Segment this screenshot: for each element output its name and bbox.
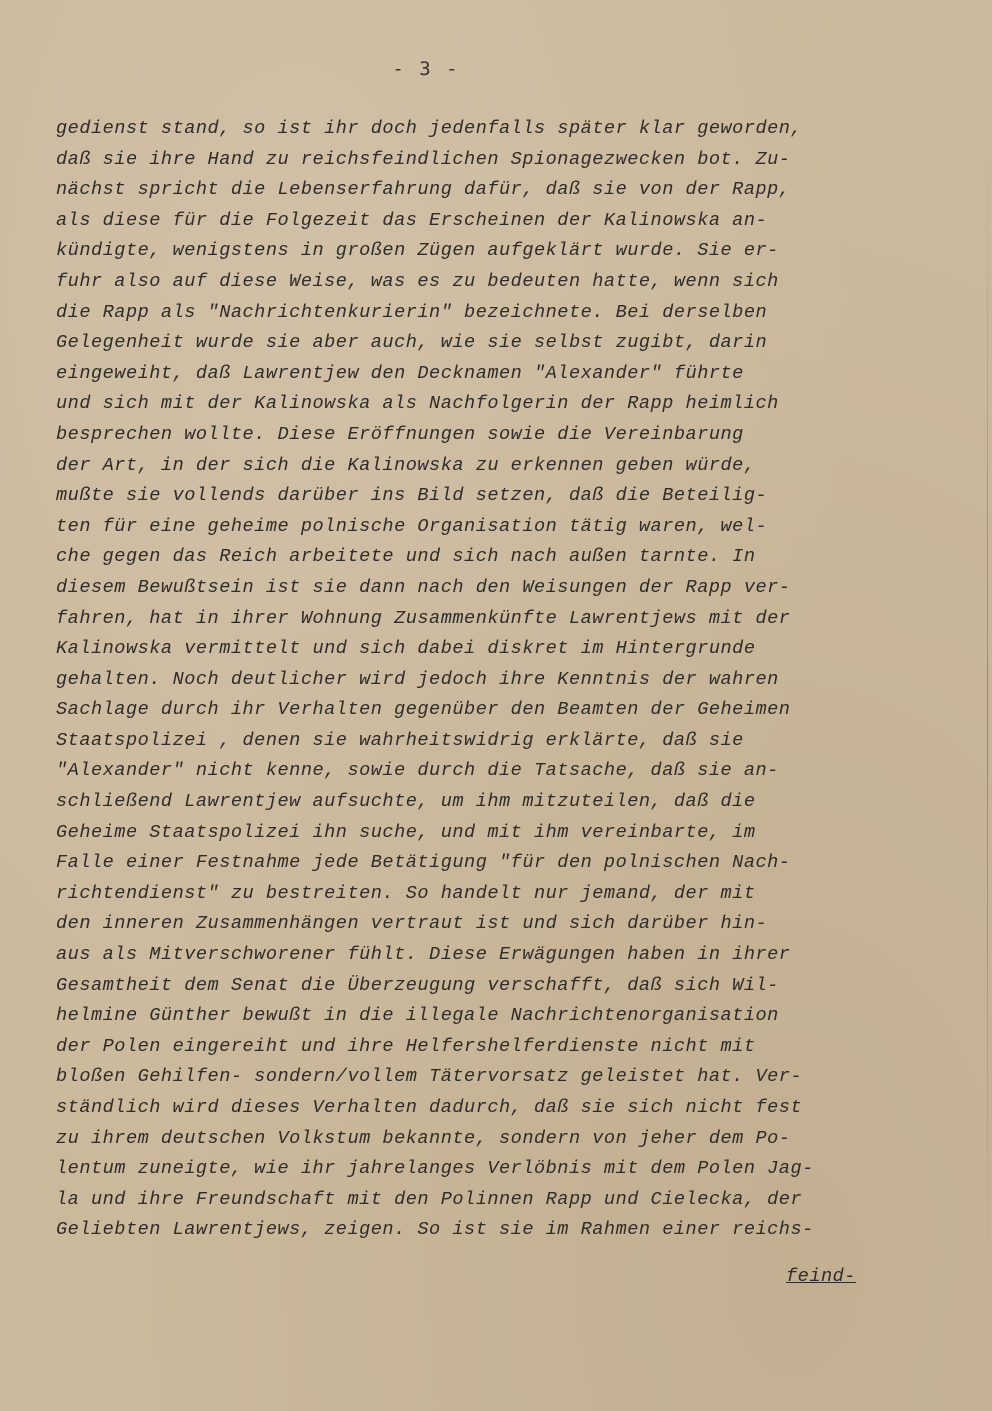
- text-line: Gesamtheit dem Senat die Überzeugung verschafft, daß sich Wil-: [56, 974, 779, 996]
- body-text: [56, 114, 856, 1246]
- page-number: - 3 -: [392, 58, 460, 80]
- text-line: Sachlage durch ihr Verhalten gegenüber den Beamten der Geheimen: [56, 699, 791, 721]
- text-line: Staatspolizei , denen sie wahrheitswidrig erklärte, daß sie: [56, 729, 744, 751]
- text-line: Geheime Staatspolizei ihn suche, und mit ihm vereinbarte, im: [56, 821, 756, 843]
- text-line: der Polen eingereiht und ihre Helfershelferdienste nicht mit: [56, 1035, 756, 1057]
- text-line: aus als Mitverschworener fühlt. Diese Erwägungen haben in ihrer: [56, 944, 791, 966]
- text-line: Kalinowska vermittelt und sich dabei diskret im Hintergrunde: [56, 638, 756, 660]
- text-line: eingeweiht, daß Lawrentjew den Decknamen "Alexander" führte: [56, 362, 744, 384]
- text-line: daß sie ihre Hand zu reichsfeindlichen Spionagezwecken bot. Zu-: [56, 148, 791, 170]
- text-line: bloßen Gehilfen- sondern/vollem Tätervorsatz geleistet hat. Ver-: [56, 1066, 803, 1088]
- text-line: kündigte, wenigstens in großen Zügen aufgeklärt wurde. Sie er-: [56, 240, 779, 262]
- text-line: besprechen wollte. Diese Eröffnungen sowie die Vereinbarung: [56, 423, 744, 445]
- text-line: und sich mit der Kalinowska als Nachfolgerin der Rapp heimlich: [56, 393, 779, 415]
- text-line: gedienst stand, so ist ihr doch jedenfalls später klar geworden,: [56, 118, 803, 139]
- text-line: lentum zuneigte, wie ihr jahrelanges Verlöbnis mit dem Polen Jag-: [56, 1158, 814, 1180]
- text-line: diesem Bewußtsein ist sie dann nach den Weisungen der Rapp ver-: [56, 576, 791, 598]
- text-line: che gegen das Reich arbeitete und sich nach außen tarnte. In: [56, 546, 756, 568]
- text-line: ten für eine geheime polnische Organisation tätig waren, wel-: [56, 515, 768, 537]
- text-line: fahren, hat in ihrer Wohnung Zusammenkünfte Lawrentjews mit der: [56, 607, 791, 629]
- text-line: Geliebten Lawrentjews, zeigen. So ist sie im Rahmen einer reichs-: [56, 1219, 814, 1241]
- text-line: richtendienst" zu bestreiten. So handelt nur jemand, der mit: [56, 882, 756, 904]
- text-line: mußte sie vollends darüber ins Bild setzen, daß die Beteilig-: [56, 485, 768, 507]
- text-line: nächst spricht die Lebenserfahrung dafür, daß sie von der Rapp,: [56, 179, 791, 201]
- text-line: la und ihre Freundschaft mit den Polinnen Rapp und Cielecka, der: [56, 1188, 803, 1210]
- text-line: schließend Lawrentjew aufsuchte, um ihm mitzuteilen, daß die: [56, 791, 756, 813]
- text-line: der Art, in der sich die Kalinowska zu erkennen geben würde,: [56, 454, 756, 476]
- text-line: zu ihrem deutschen Volkstum bekannte, sondern von jeher dem Po-: [56, 1127, 791, 1149]
- text-line: gehalten. Noch deutlicher wird jedoch ihre Kenntnis der wahren: [56, 668, 779, 690]
- text-line: die Rapp als "Nachrichtenkurierin" bezeichnete. Bei derselben: [56, 301, 768, 323]
- text-line: helmine Günther bewußt in die illegale Nachrichtenorganisation: [56, 1005, 779, 1027]
- page-edge-shadow: [987, 140, 988, 1300]
- text-line: Falle einer Festnahme jede Betätigung "für den polnischen Nach-: [56, 852, 791, 874]
- text-line: "Alexander" nicht kenne, sowie durch die Tatsache, daß sie an-: [56, 760, 779, 782]
- text-line: als diese für die Folgezeit das Erscheinen der Kalinowska an-: [56, 209, 768, 231]
- text-line: den inneren Zusammenhängen vertraut ist und sich darüber hin-: [56, 913, 768, 935]
- text-line: ständlich wird dieses Verhalten dadurch, daß sie sich nicht fest: [56, 1097, 803, 1118]
- text-line: fuhr also auf diese Weise, was es zu bedeuten hatte, wenn sich: [56, 270, 779, 292]
- text-line: Gelegenheit wurde sie aber auch, wie sie selbst zugibt, darin: [56, 332, 768, 354]
- catchword: feind-: [786, 1266, 856, 1287]
